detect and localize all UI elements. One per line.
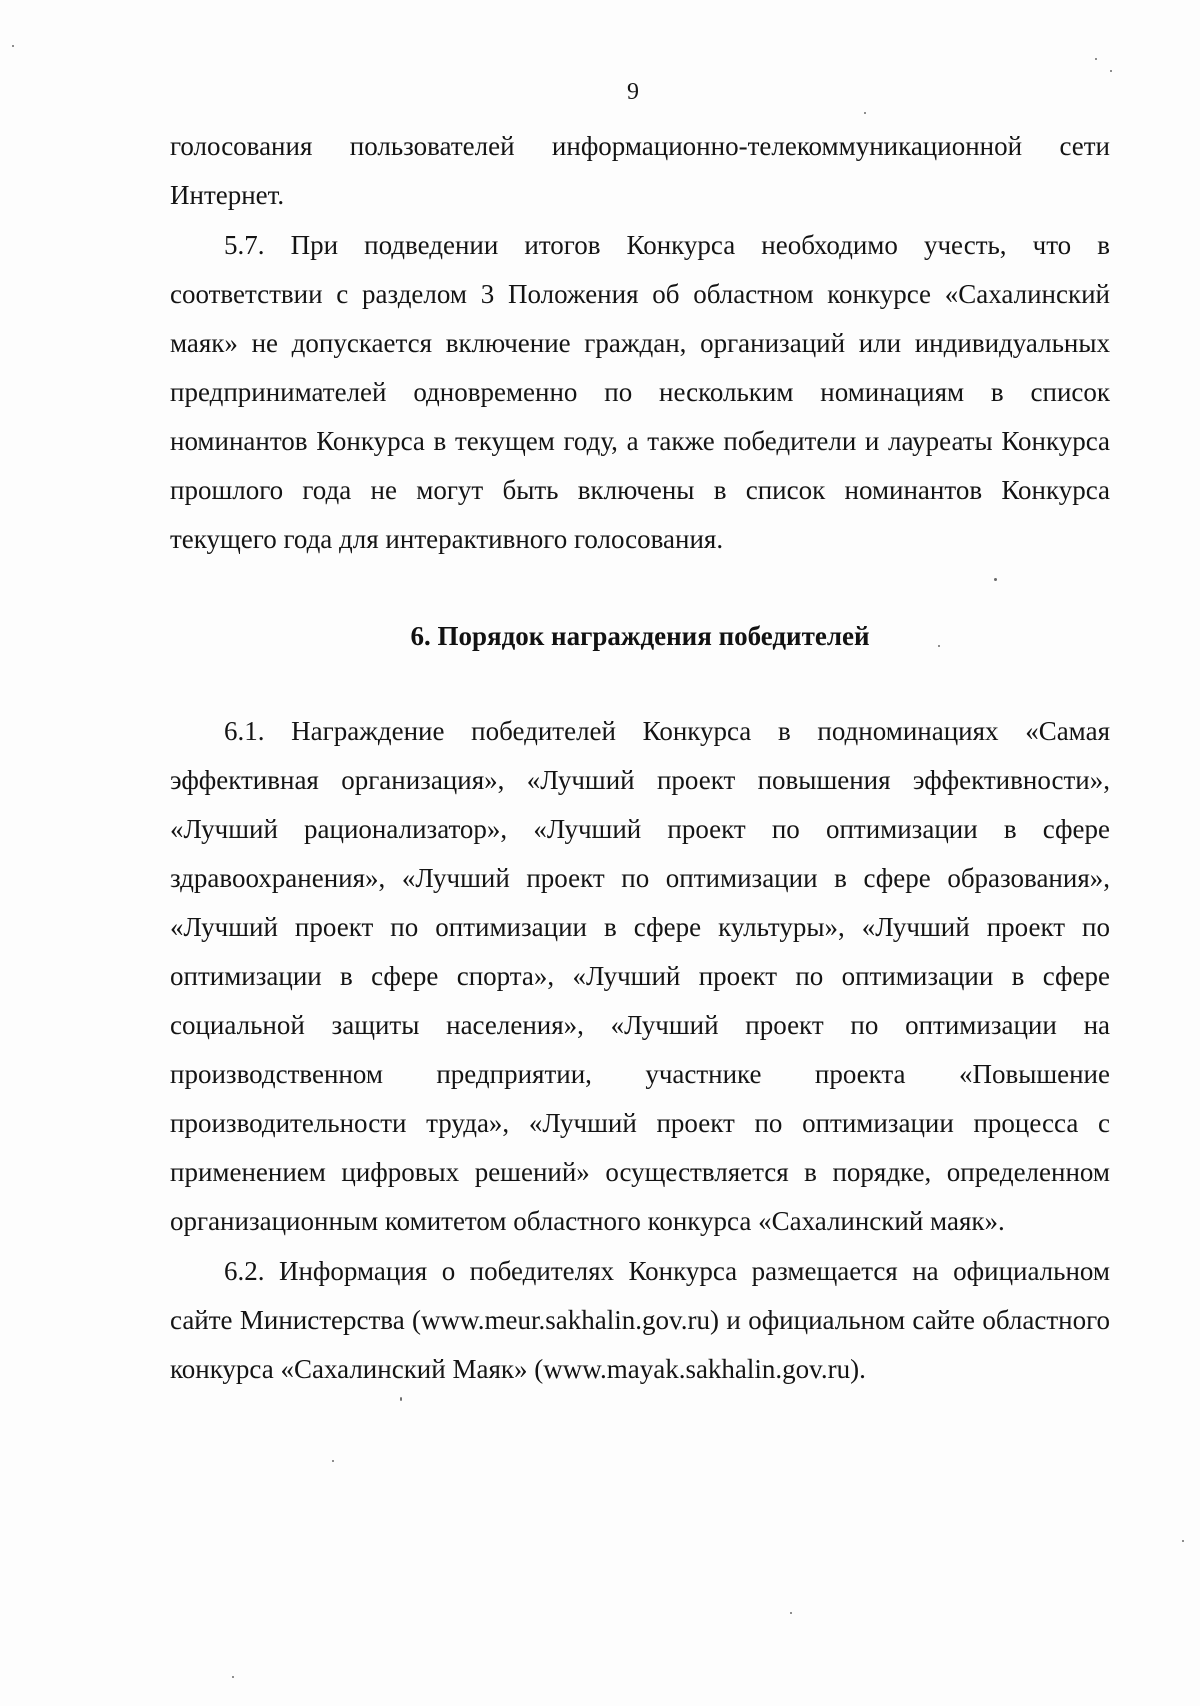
paragraph-5-7: 5.7. При подведении итогов Конкурса необходимо учесть, что в соответствии с разделом 3 Положения об областном конкурсе «Сахалинский маяк» не допускается включение граждан, организаций или индивидуальных предпринимателей одновременно по нескольким номинациям в список номинантов Конкурса в текущем году, а также победители и лауреаты Конкурса прошлого года не могут быть включены в список номинантов Конкурса текущего года для интерактивного голосования.: [170, 230, 1110, 554]
paragraph-6-1: 6.1. Награждение победителей Конкурса в подноминациях «Самая эффективная организация», «Лучший проект повышения эффективности», «Лучший рационализатор», «Лучший проект по оптимизации в сфере здравоохранения», «Лучший проект по оптимизации в сфере образования», «Лучший проект по оптимизации в сфере культуры», «Лучший проект по оптимизации в сфере спорта», «Лучший проект по оптимизации в сфере социальной защиты населения», «Лучший проект по оптимизации на производственном предприятии, участнике проекта «Повышение производительности труда», «Лучший проект по оптимизации процесса с применением цифровых решений» осуществляется в порядке, определенном организационным комитетом областного конкурса «Сахалинский маяк».: [170, 716, 1110, 1236]
section-6-heading: 6. Порядок награждения победителей: [410, 621, 870, 651]
scan-speck: [1110, 70, 1112, 72]
scan-speck: [938, 645, 940, 647]
scan-speck: [232, 1676, 234, 1678]
scan-speck: [864, 112, 866, 114]
page-number: 9: [627, 79, 639, 105]
scan-speck: [12, 45, 14, 47]
scan-speck: [994, 578, 997, 581]
scan-speck: [1095, 58, 1097, 60]
scan-speck: [332, 1460, 334, 1462]
section-5-text: [170, 122, 1110, 564]
scan-speck: [400, 1397, 402, 1401]
section-6-text: [170, 707, 1110, 1394]
scan-speck: [1182, 1540, 1184, 1542]
paragraph-continuation: голосования пользователей информационно-телекоммуникационной сети Интернет.: [170, 131, 1110, 210]
scan-speck: [790, 1612, 792, 1614]
paragraph-6-2: 6.2. Информация о победителях Конкурса размещается на официальном сайте Министерства (www.meur.sakhalin.gov.ru) и официальном сайте областного конкурса «Сахалинский Маяк» (www.mayak.sakhalin.gov.ru).: [170, 1256, 1110, 1384]
